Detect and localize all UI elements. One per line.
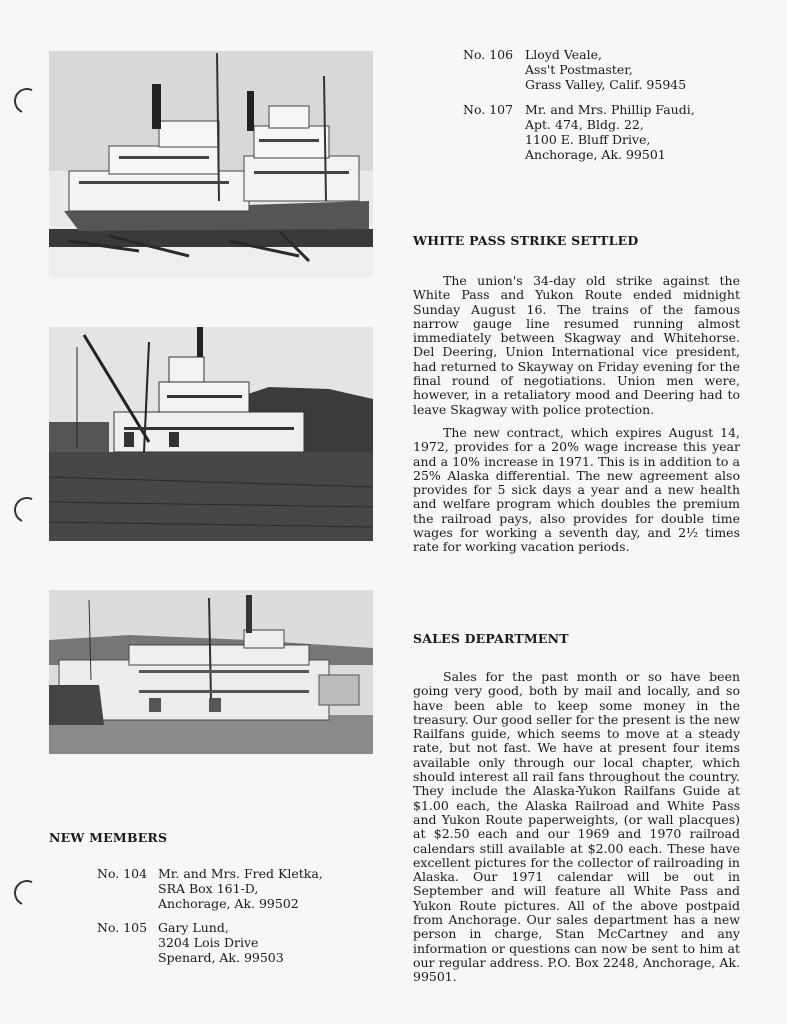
photo-sternwheeler-riverbank bbox=[49, 327, 373, 541]
punch-hole bbox=[10, 876, 43, 909]
member-number: No. 107 bbox=[463, 102, 514, 117]
member-line: Mr. and Mrs. Fred Kletka, bbox=[158, 866, 323, 881]
member-line: Anchorage, Ak. 99501 bbox=[525, 147, 666, 162]
member-line: Ass't Postmaster, bbox=[525, 62, 633, 77]
member-line: Grass Valley, Calif. 95945 bbox=[525, 77, 687, 92]
member-number: No. 105 bbox=[97, 920, 148, 935]
new-members-heading: NEW MEMBERS bbox=[49, 830, 168, 845]
strike-article-heading: WHITE PASS STRIKE SETTLED bbox=[413, 233, 639, 248]
photo-sternwheeler-river bbox=[49, 590, 373, 754]
member-line: Gary Lund, bbox=[158, 920, 229, 935]
strike-paragraph-2: The new contract, which expires August 14, 1972, provides for a 20% wage increase this year and a 10% increase in 1971. This is in addition to a 25% Alaska differential. The new agreement also provides for 5 sick days a year and a new health and welfare program which doubles the premium the railroad pays, also provides for double time wages for working a seventh day, and 2½ times rate for working vacation periods. bbox=[413, 425, 740, 555]
sales-article-heading: SALES DEPARTMENT bbox=[413, 631, 569, 646]
member-line: Anchorage, Ak. 99502 bbox=[158, 896, 299, 911]
punch-hole bbox=[10, 84, 43, 117]
member-line: Lloyd Veale, bbox=[525, 47, 602, 62]
punch-hole bbox=[10, 493, 43, 526]
member-number: No. 104 bbox=[97, 866, 148, 881]
member-line: SRA Box 161-D, bbox=[158, 881, 259, 896]
member-line: 1100 E. Bluff Drive, bbox=[525, 132, 651, 147]
member-line: Spenard, Ak. 99503 bbox=[158, 950, 284, 965]
member-number: No. 106 bbox=[463, 47, 514, 62]
member-line: Mr. and Mrs. Phillip Faudi, bbox=[525, 102, 695, 117]
sales-paragraph: Sales for the past month or so have been going very good, both by mail and locally, and so have been able to keep some money in the treasury. Our good seller for the present is the new Railfans guide, which seems to move at a steady rate, but not fast. We have at present four items available only through our local chapter, which should interest all rail fans throughout the country. They include the Alaska-Yukon Railfans Guide at $1.00 each, the Alaska Railroad and White Pass and Yukon Route paperweights, (or wall placques) at $2.50 each and our 1969 and 1970 railroad calendars still available at $2.00 each. These have excellent pictures for the collector of railroading in Alaska. Our 1971 calendar will be out in September and will feature all White Pass and Yukon Route pictures. All of the above postpaid from Anchorage. Our sales department has a new person in charge, Stan McCartney and any information or questions can now be sent to him at our regular address. P.O. Box 2248, Anchorage, Ak. 99501. bbox=[413, 669, 740, 985]
member-line: 3204 Lois Drive bbox=[158, 935, 259, 950]
member-line: Apt. 474, Bldg. 22, bbox=[525, 117, 644, 132]
photo-sternwheelers-drydock bbox=[49, 51, 373, 277]
strike-paragraph-1: The union's 34-day old strike against the White Pass and Yukon Route ended midnight Sunday August 16. The trains of the famous narrow gauge line resumed running almost immediately between Skagway and Whitehorse. Del Deering, Union International vice president, had returned to Skayway on Friday evening for the final round of negotiations. Union men were, however, in a retaliatory mood and Deering had to leave Skagway with police protection. bbox=[413, 273, 740, 417]
